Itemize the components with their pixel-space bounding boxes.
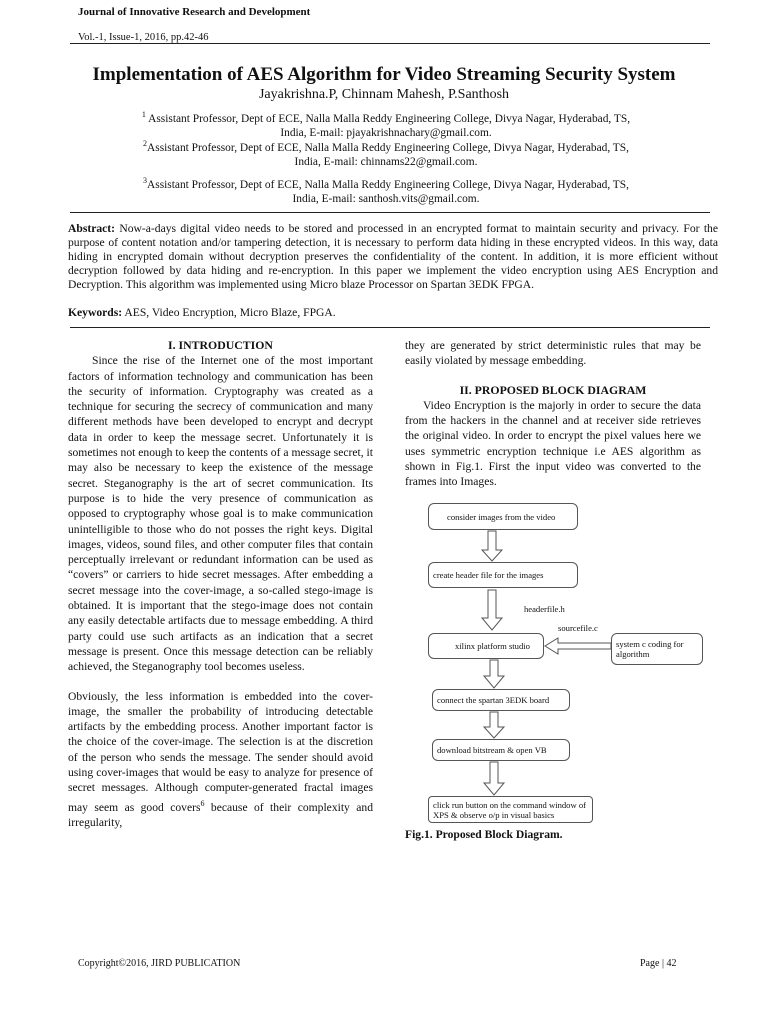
arrow-down-3 — [484, 660, 504, 688]
paper-authors: Jayakrishna.P, Chinnam Mahesh, P.Santhosh — [258, 87, 510, 102]
label-headerfile: headerfile.h — [524, 604, 565, 614]
footer-copyright: Copyright©2016, JIRD PUBLICATION — [78, 958, 241, 969]
intro-paragraph-1: Since the rise of the Internet one of the most important factors of information technology and communication has been the security of information. Cryptography was created as a technique for securing the secrecy of communication and many different methods have been developed to encrypt and decrypt data in order to keep the message secret. Unfortunately it is sometimes not enough to keep the contents of a message secret, it may also be necessary to keep the existence of the message secret. Steganography is the art of secret communication. Its purpose is to hide the very presence of communication as opposed to cryptography whose goal is to make communication unintelligible to those who do not posses the right keys. Digital images, videos, sound files, and other computer files that contain perceptually irrelevant or redundant information can be used as “covers” or carriers to hide secret messages. After embedding a secret message into the cover-image, a so-called stego-image is obtained. It is important that the stego-image does not contain any easily detectable artifacts due to message embedding. A third party could use such artifacts as an indication that a secret message is present. Once this message detection can be reliably achieved, the Steganography tool becomes useless. — [68, 354, 373, 674]
abstract-top-rule — [70, 212, 710, 213]
journal-name: Journal of Innovative Research and Development — [78, 6, 311, 18]
abstract-bottom-rule — [70, 327, 710, 328]
arrow-left-side — [545, 638, 611, 654]
affiliation-email: India, E-mail: pjayakrishnachary@gmail.com. — [280, 126, 492, 139]
flow-box-connect-board: connect the spartan 3EDK board — [432, 689, 570, 711]
continued-paragraph: they are generated by strict deterministic rules that may be easily violated by message embedding. — [405, 339, 701, 368]
paper-title: Implementation of AES Algorithm for Video Streaming Security System — [92, 64, 676, 85]
footer-page: Page | 42 — [640, 958, 677, 969]
intro-paragraph-2-text: Obviously, the less information is embedded into the cover-image, the smaller the probability of introducing detectable artifacts by the embedding process. Another important factor is the choice of the cover-image. The selection is at the discretion of the person who sends the message. The sender should avoid using cover-images that would be easy to analyze for presence of secret messages. Although computer-generated fractal images may seem as good covers — [68, 689, 373, 814]
intro-paragraph-2-tail: because of their complexity and irregularity, — [68, 800, 373, 829]
flow-box-download: download bitstream & open VB — [432, 739, 570, 761]
affiliation-line: Assistant Professor, Dept of ECE, Nalla Malla Reddy Engineering College, Divya Nagar, Hyderabad, TS, — [145, 112, 631, 125]
affiliation-email: India, E-mail: chinnams22@gmail.com. — [294, 155, 478, 168]
intro-paragraph-2 — [68, 689, 373, 831]
flow-box-run: click run button on the command window of XPS & observe o/p in visual basics — [428, 796, 593, 823]
flow-box-xilinx: xilinx platform studio — [428, 633, 544, 659]
citation-sup: 6 — [200, 798, 205, 808]
header-rule — [70, 43, 710, 44]
flow-box-create-header: create header file for the images — [428, 562, 578, 588]
abstract — [68, 222, 718, 292]
arrow-down-5 — [484, 762, 504, 795]
affiliation-sup: 1 — [141, 110, 146, 119]
affiliation-2 — [108, 137, 664, 169]
block-diagram-heading: II. PROPOSED BLOCK DIAGRAM — [459, 382, 647, 397]
affiliation-sup: 2 — [143, 139, 148, 148]
affiliation-1 — [108, 108, 664, 140]
introduction-section — [68, 338, 373, 830]
keywords-text: AES, Video Encryption, Micro Blaze, FPGA. — [122, 306, 336, 319]
block-diagram-paragraph: Video Encryption is the majorly in order to secure the data from the hackers in the channel and at receiver side retrieves the original video. In order to encrypt the pixel values here we uses symmetric encryption technique i.e AES algorithm as shown in Fig.1. First the input video was converted to the frames into Images. — [405, 398, 701, 489]
volume-info: Vol.-1, Issue-1, 2016, pp.42-46 — [78, 32, 209, 43]
flowchart-arrows — [400, 500, 720, 830]
keywords — [68, 306, 718, 319]
arrow-down-4 — [484, 712, 504, 738]
affiliation-email: India, E-mail: santhosh.vits@gmail.com. — [292, 192, 480, 205]
affiliation-3 — [108, 174, 664, 206]
arrow-down-1 — [482, 531, 502, 561]
affiliation-line: Assistant Professor, Dept of ECE, Nalla Malla Reddy Engineering College, Divya Nagar, Hyderabad, TS, — [147, 141, 629, 154]
abstract-label: Abstract: — [68, 222, 116, 235]
figure-caption: Fig.1. Proposed Block Diagram. — [405, 828, 563, 841]
label-sourcefile: sourcefile.c — [558, 623, 598, 633]
introduction-heading: I. INTRODUCTION — [168, 338, 273, 352]
abstract-text: Now-a-days digital video needs to be stored and processed in an encrypted format to maintain security and privacy. For the purpose of content notation and/or tampering detection, it is necessary to perform data hiding in these encrypted videos. In this way, data hiding in encrypted domain without decryption preserves the confidentiality of the content. In addition, it is more efficient without decryption followed by data hiding and re-encryption. In this paper we implement the video encryption using AES Encryption and Decryption. This algorithm was implemented using Micro blaze Processor on Spartan 3EDK FPGA. — [68, 222, 718, 291]
right-column — [405, 338, 701, 490]
keywords-label: Keywords: — [68, 306, 123, 319]
affiliation-line: Assistant Professor, Dept of ECE, Nalla Malla Reddy Engineering College, Divya Nagar, Hyderabad, TS, — [147, 178, 629, 191]
affiliation-sup: 3 — [143, 176, 148, 185]
arrow-down-2 — [482, 590, 502, 630]
flow-box-consider-images: consider images from the video — [428, 503, 578, 530]
flow-box-systemc: system c coding for algorithm — [611, 633, 703, 665]
